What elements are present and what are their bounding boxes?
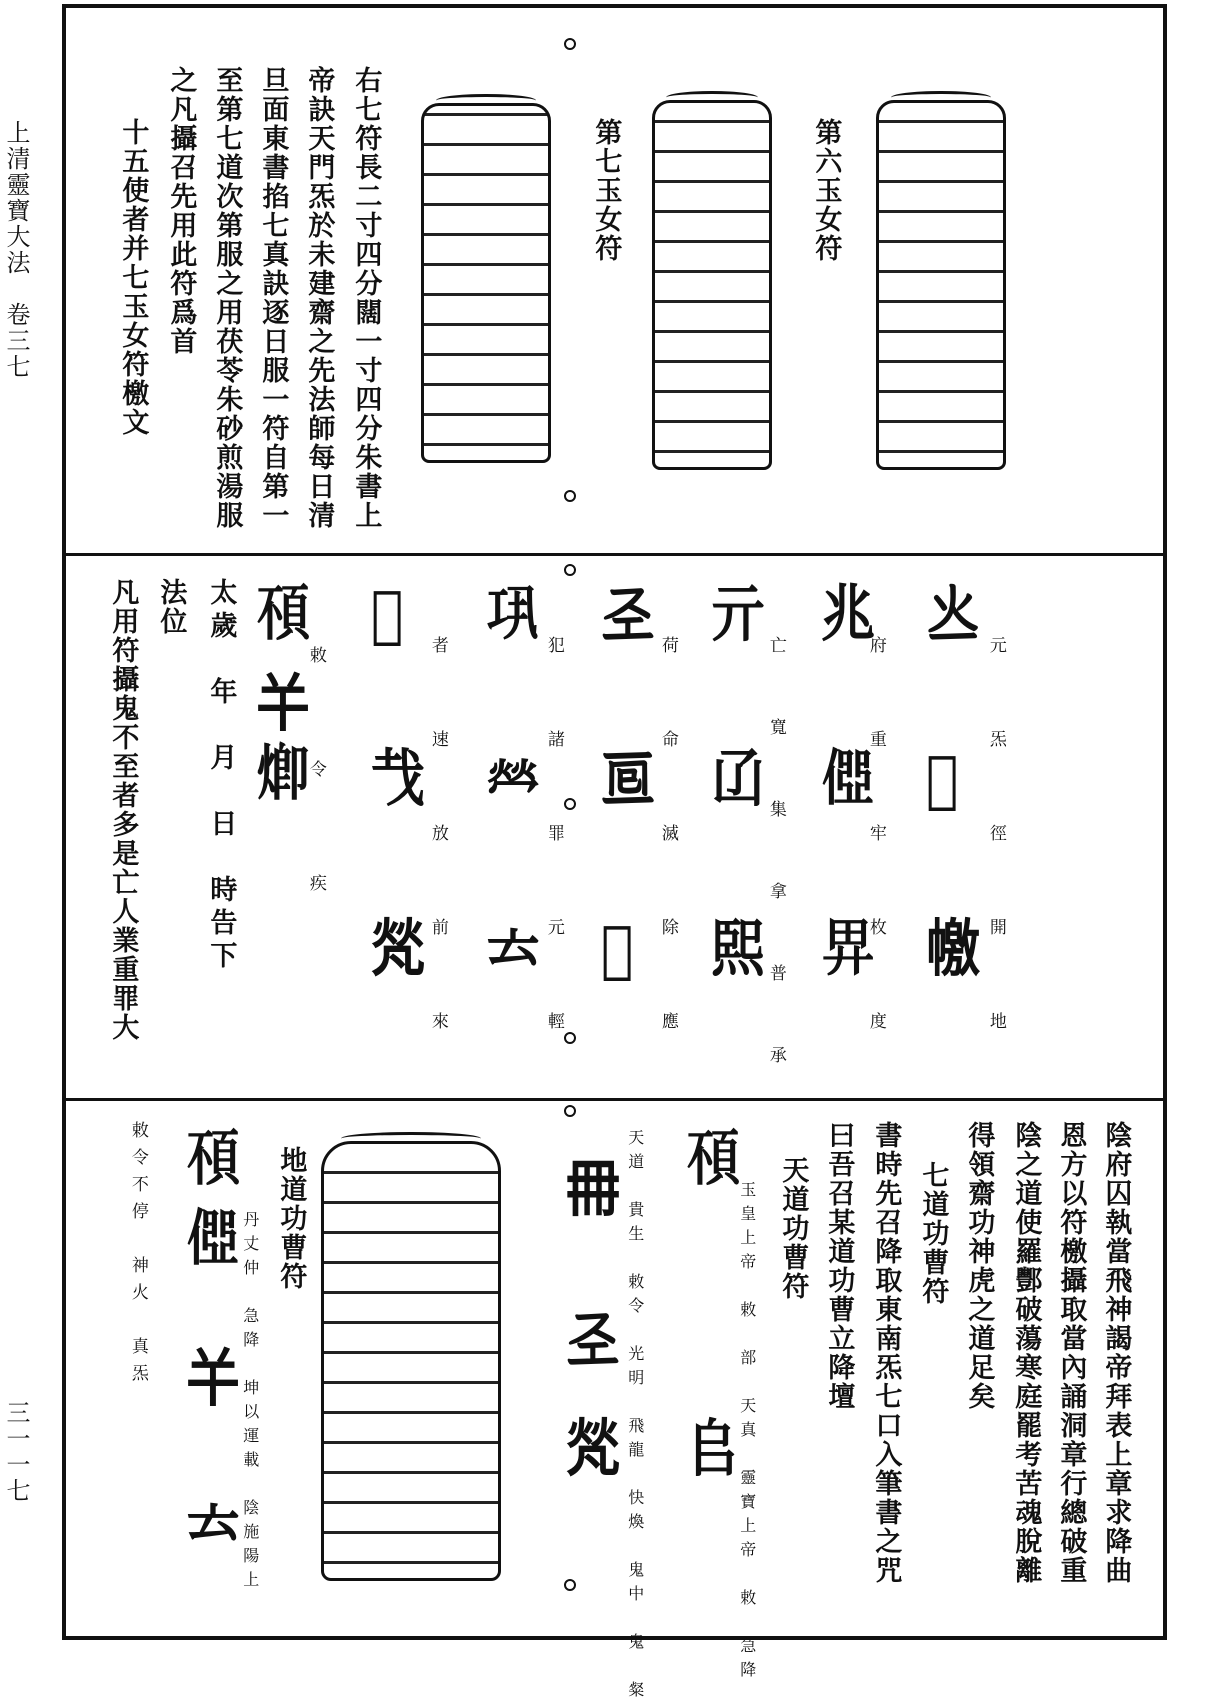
text-col: 陰之道使羅酆破蕩寒庭罷考苦魂脫離 <box>1010 1121 1042 1585</box>
circle-mark <box>564 1579 576 1591</box>
seal-glyph: 𩑢 <box>256 576 310 650</box>
seal-glyph: 𠕋 <box>566 1151 620 1225</box>
seal-glyph: 𤇾 <box>486 741 540 815</box>
seal-gloss: 犯 諸 罪 元 輕 <box>543 636 564 1059</box>
circle-mark <box>564 1105 576 1117</box>
seal-glyph: 𤈺 <box>566 1411 620 1485</box>
text-col: 陰府囚執當飛神謁帝拜表上章求降曲 <box>1100 1121 1132 1585</box>
talisman6-title: 第六玉女符 <box>810 118 842 263</box>
seal-glyph: 𢆉 <box>256 666 310 740</box>
text-col: 帝訣天門炁於未建齋之先法師每日清 <box>303 66 335 530</box>
seal-glyph: 𢦏 <box>371 741 425 815</box>
seal-gloss: 者 速 放 前 來 <box>427 636 448 1059</box>
seal-glyph: 𤈹 <box>926 741 959 815</box>
seal-glyph: 𢀖 <box>566 1301 620 1375</box>
scripture-page <box>62 4 1167 1705</box>
seal-gloss: 天道 貴生 敕令 光明 飛龍 快煥 鬼中 鬼 粲 <box>625 1129 645 1705</box>
talisman-composite <box>321 1141 501 1581</box>
seal-glyph: 𠄢 <box>601 741 655 815</box>
page-number-margin: 三一一七 <box>2 1400 30 1504</box>
circle-mark <box>564 798 576 810</box>
seal-glyph: 𤈺 <box>371 911 425 985</box>
seal-glyph: 𠫓 <box>186 1486 240 1560</box>
seal-glyph: 𤊵 <box>256 736 310 810</box>
seal-gloss: 荷 命 滅 除 應 <box>657 636 678 1059</box>
seal-gloss: 玉皇上帝 敕 部 天真 靈寶上帝 敕 急降 <box>737 1181 757 1685</box>
seal-glyph: 𩑢 <box>686 1121 740 1195</box>
seal-glyph: 𤆂 <box>926 576 980 650</box>
seal-gloss: 敕令不停 神火 真炁 <box>127 1121 148 1391</box>
text-col: 恩方以符檄攝取當內誦洞章行總破重 <box>1055 1121 1087 1585</box>
seal-glyph: 𠍄 <box>821 741 875 815</box>
seal-glyph: 𤆗 <box>601 911 634 985</box>
circle-mark <box>564 564 576 576</box>
section-title: 七道功曹符 <box>917 1161 949 1306</box>
date-line: 太歲 年 月 日 時告下 <box>205 578 237 974</box>
seal-glyph: 兆 <box>821 576 875 650</box>
circle-mark <box>564 1032 576 1044</box>
panel-seven-ways-officers <box>66 1101 1163 1705</box>
seal-glyph: 𢀜 <box>486 576 540 650</box>
text-col: 曰吾召某道功曹立降壇 <box>823 1121 855 1411</box>
text-col: 旦面東書掐七真訣逐日服一符自第一 <box>257 66 289 530</box>
seal-glyph: 𩑢 <box>186 1121 240 1195</box>
talisman-unlabeled <box>421 103 551 463</box>
panel-jade-maiden-talismans <box>66 8 1163 556</box>
text-col: 之凡攝召先用此符爲首 <box>165 66 197 356</box>
text-col: 右七符長二寸四分闊一寸四分朱書上 <box>350 66 382 530</box>
talisman7-title: 第七玉女符 <box>590 118 622 263</box>
seal-gloss: 敕 令 疾 <box>305 646 326 931</box>
circle-mark <box>564 490 576 502</box>
seal-gloss: 元 炁 徑 開 地 <box>985 636 1006 1059</box>
circle-mark <box>564 38 576 50</box>
text-col: 得領齋功神虎之道足矣 <box>963 1121 995 1411</box>
seal-glyph: 𢆉 <box>186 1341 240 1415</box>
fawei-line: 法位 <box>155 578 187 636</box>
talisman-seventh-jade-maiden <box>652 100 772 470</box>
seal-glyph: 𤆕 <box>371 576 404 650</box>
talisman-title: 天道功曹符 <box>777 1156 809 1301</box>
seal-glyph: 𠫓 <box>486 911 540 985</box>
seal-glyph: 𢅎 <box>926 911 980 985</box>
seal-glyph: 𠍄 <box>186 1201 240 1275</box>
talisman-sixth-jade-maiden <box>876 100 1006 470</box>
seal-glyph: 𤋮 <box>711 911 765 985</box>
seal-gloss: 丹丈仲 急降 坤以運載 陰施陽上 <box>240 1211 260 1595</box>
text-col: 十五使者并七玉女符檄文 <box>117 118 149 437</box>
book-title-margin: 上清靈寶大法 卷三七 <box>2 120 30 380</box>
seal-glyph: 𠙶 <box>711 741 765 815</box>
seal-gloss: 亡 寬 集 拿 普 承 <box>765 636 786 1087</box>
text-col: 凡用符攝鬼不至者多是亡人業重罪大 <box>107 578 139 1042</box>
panel-seal-script-incantation <box>66 556 1163 1101</box>
seal-glyph: 亓 <box>711 576 765 650</box>
seal-gloss: 府 重 牢 枚 度 <box>865 636 886 1059</box>
talisman-title: 地道功曹符 <box>275 1146 307 1291</box>
text-col: 至第七道次第服之用茯苓朱砂煎湯服 <box>211 66 243 530</box>
text-col: 書時先召降取東南炁七口入筆書之咒 <box>870 1121 902 1585</box>
seal-glyph: 𢌿 <box>821 911 875 985</box>
seal-glyph: 𢀖 <box>601 576 655 650</box>
seal-glyph: 𠂤 <box>686 1411 740 1485</box>
